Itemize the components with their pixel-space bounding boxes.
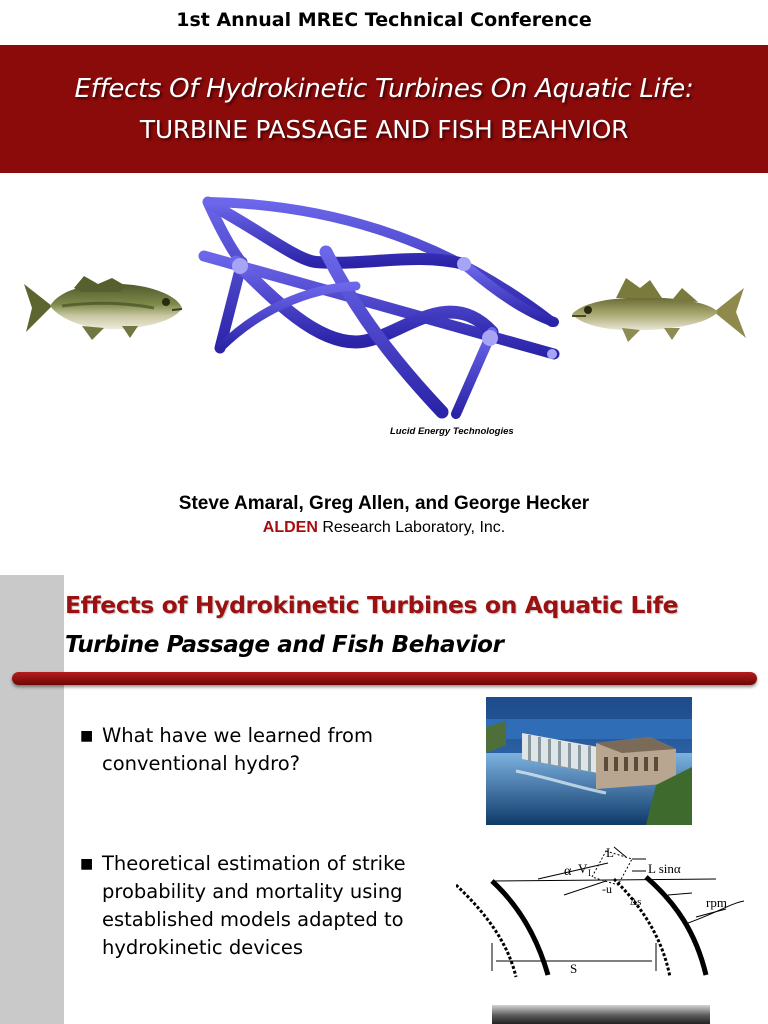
label-delta-s: Δs (630, 896, 642, 908)
title-divider (12, 672, 757, 685)
conference-title: 1st Annual MREC Technical Conference (176, 9, 592, 31)
author-list: Steve Amaral, Greg Allen, and George Hecker (178, 493, 590, 514)
affiliation-brand: ALDEN (262, 519, 318, 536)
affiliation (0, 519, 768, 537)
bullet-marker: ■ (80, 728, 94, 744)
label-L-sin: L sinα (648, 861, 681, 876)
label-alpha: α (564, 864, 572, 879)
label-V: V (578, 861, 588, 876)
label-S: S (570, 961, 578, 976)
bullet-item (80, 850, 440, 962)
presentation-title: Effects Of Hydrokinetic Turbines On Aquatic Life: (74, 74, 694, 104)
hydrokinetic-turbine-image (196, 192, 566, 424)
hydro-dam-photo (486, 697, 692, 825)
slide-side-bar (0, 575, 64, 1024)
title-band (0, 45, 768, 173)
presentation-subtitle: TURBINE PASSAGE AND FISH BEAHVIOR (139, 115, 629, 144)
image-credit: Lucid Energy Technologies (390, 426, 514, 437)
affiliation-name: Research Laboratory, Inc. (317, 519, 506, 536)
slide-subtitle: Turbine Passage and Fish Behavior (65, 632, 504, 658)
blade-strike-diagram (456, 843, 746, 979)
bullet-marker: ■ (80, 856, 94, 872)
partial-photo (492, 1005, 710, 1024)
bullet-text: Theoretical estimation of strike probability and mortality using established models adapted to hydrokinetic devices (102, 852, 406, 959)
bullet-item (80, 722, 440, 778)
bass-fish-image (22, 272, 184, 344)
bullet-text: What have we learned from conventional hydro? (102, 724, 373, 775)
walleye-fish-image (568, 272, 748, 346)
label-minus-u: -u (602, 882, 612, 896)
content-slide (0, 575, 768, 1024)
slide-title: Effects of Hydrokinetic Turbines on Aquatic Life (65, 591, 679, 619)
label-rpm: rpm (706, 895, 727, 910)
label-V-subscript: I (588, 868, 591, 878)
label-L: L (606, 845, 614, 860)
